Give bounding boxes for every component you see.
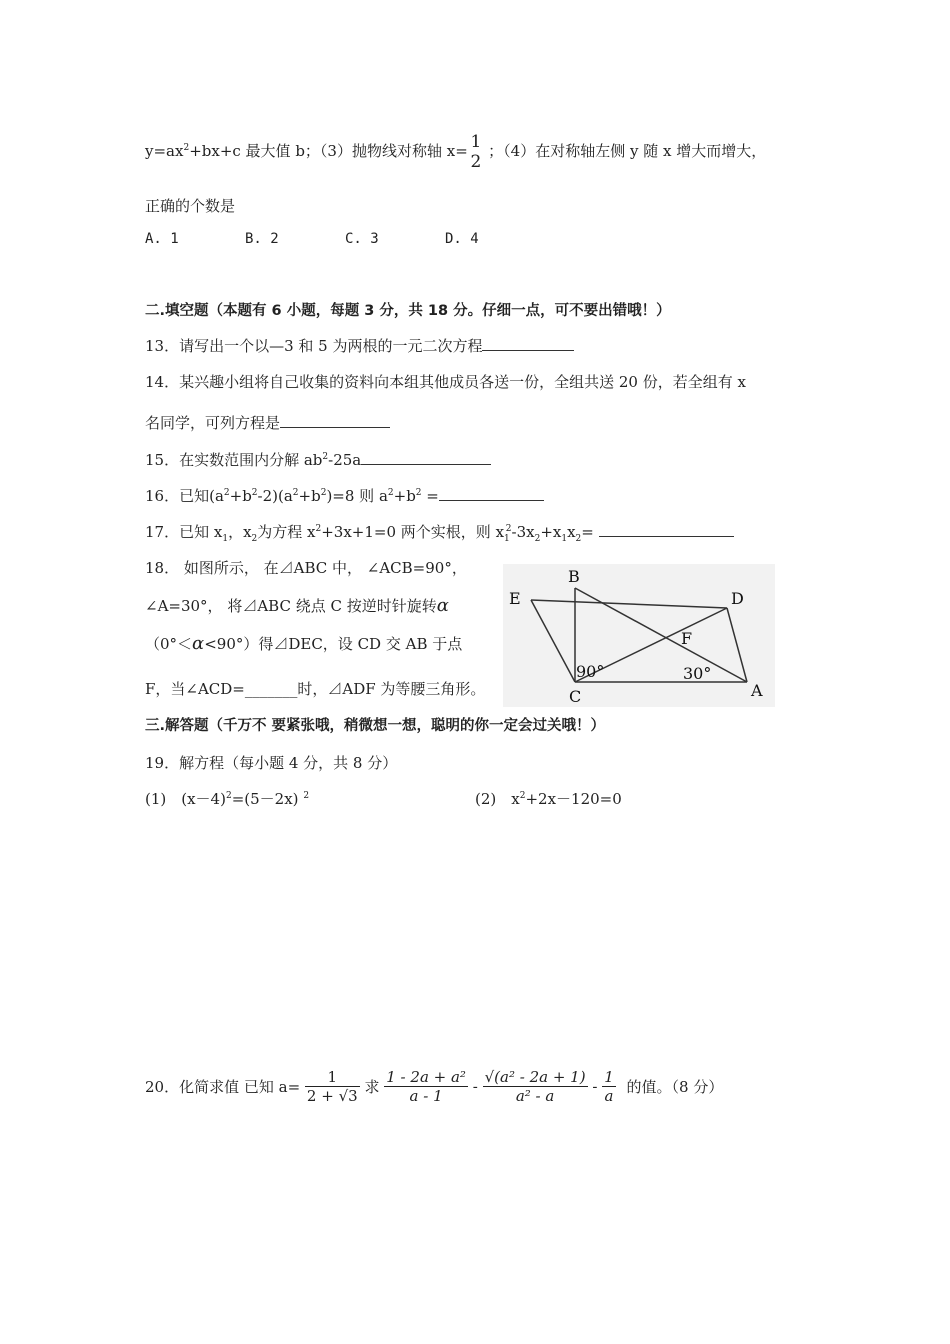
q15-blank (361, 452, 491, 465)
q16 (145, 485, 544, 506)
q17-s7: 1 (561, 534, 568, 544)
q16-e: )=8 则 a (326, 487, 388, 505)
q18-line1: 18． 如图所示， 在⊿ABC 中， ∠ACB=90°， (145, 559, 467, 577)
q20-tail: 的值。（8 分） (626, 1078, 724, 1096)
q13 (145, 335, 574, 356)
q12-sup: 2 (183, 143, 190, 153)
q18-line3 (145, 633, 462, 654)
angle-c-label: 90° (576, 662, 605, 681)
q17-s1: 1 (222, 534, 229, 544)
q17-b: ，x (228, 523, 252, 541)
q17-d: +3x+1=0 两个实根，则 x (321, 523, 505, 541)
q17-a: 17．已知 x (145, 523, 223, 541)
q17-s2: 2 (251, 534, 258, 544)
q20-mid: 求 (364, 1078, 380, 1096)
q16-s2: 2 (251, 488, 258, 498)
segment-ec (531, 600, 575, 682)
q17-c: 为方程 x (257, 523, 316, 541)
q16-s5: 2 (387, 488, 394, 498)
option-c: C. 3 (345, 231, 379, 247)
q17-blank (599, 524, 734, 537)
label-f: F (681, 629, 693, 648)
q19-p2: (2) x (475, 790, 520, 808)
q15-text-a: 15．在实数范围内分解 ab (145, 451, 323, 469)
q19-part1 (145, 790, 309, 808)
q18-line3-text-a: （0°＜ (145, 635, 193, 653)
q16-s3: 2 (292, 488, 299, 498)
q13-text: 13．请写出一个以—3 和 5 为两根的一元二次方程 (145, 337, 483, 355)
q14-blank (280, 415, 390, 428)
q20-fraction-c: $\frac{\text{√(a² - 2a + 1)}}{\text{a² - a}}$ (484, 1068, 586, 1105)
option-b: B. 2 (245, 231, 279, 247)
q20-minus2: - (592, 1077, 598, 1096)
segment-da (727, 608, 747, 682)
q12-fraction: 1 2 (470, 132, 482, 172)
q16-a: 16．已知(a (145, 487, 224, 505)
q20-minus1: - (472, 1077, 478, 1096)
q20-lead: 20．化简求值 已知 a= (145, 1078, 301, 1096)
q19-p1: (1) (x－4) (145, 790, 226, 808)
q17-e: -3x (511, 523, 535, 541)
q18-line2-text: ∠A=30°， 将⊿ABC 绕点 C 按逆时针旋转 (145, 597, 437, 615)
label-c: C (569, 687, 582, 706)
q15 (145, 449, 491, 470)
q20-fraction-b: $\frac{\text{1 - 2a + a²}}{a - 1}$ (386, 1068, 466, 1105)
angle-a-label: 30° (683, 664, 712, 683)
q16-f: +b (393, 487, 416, 505)
q18-line4: F，当∠ACD=_______时，⊿ADF 为等腰三角形。 (145, 680, 486, 698)
q19-parts (145, 788, 622, 809)
q12-text-a: y=ax (145, 142, 184, 160)
q17-f: +x (540, 523, 562, 541)
option-a: A. 1 (145, 231, 179, 247)
q12-line2: 正确的个数是 (145, 197, 236, 215)
label-a: A (751, 681, 763, 700)
q17 (145, 521, 734, 544)
q19-p2-sup: 2 (519, 791, 526, 801)
q14-line1: 14．某兴趣小组将自己收集的资料向本组其他成员各送一份，全组共送 20 份，若全组有 x (145, 373, 746, 391)
q16-g: = (421, 487, 439, 505)
q16-b: +b (229, 487, 252, 505)
q17-g: x (567, 523, 576, 541)
q16-d: +b (298, 487, 321, 505)
q17-s4: 1 (504, 534, 510, 544)
q15-text-b: -25a (328, 451, 362, 469)
section3-title: 三.解答题（千万不 要紧张哦，稍微想一想，聪明的你一定会过关哦！） (145, 718, 606, 734)
q12-text-b: +bx+c 最大值 b；（3）抛物线对称轴 x= (189, 142, 468, 160)
alpha-symbol: α (436, 595, 449, 616)
alpha-symbol: α (192, 633, 205, 654)
q19-title: 19．解方程（每小题 4 分，共 8 分） (145, 754, 398, 772)
q17-s5: 2 (505, 524, 512, 534)
q19-part2 (475, 788, 622, 809)
q18-line3-text-b: <90°）得⊿DEC，设 CD 交 AB 于点 (204, 635, 463, 653)
q12-line1 (145, 132, 767, 172)
q16-s6: 2 (415, 488, 422, 498)
q13-blank (482, 338, 574, 351)
q16-s1: 2 (223, 488, 230, 498)
q19-p1-sup: 2 (225, 791, 232, 801)
q19-p2b: +2x－120=0 (525, 790, 622, 808)
triangle-diagram (503, 564, 775, 707)
option-d: D. 4 (445, 231, 479, 247)
triangle-figure (503, 564, 775, 707)
q17-s8: 2 (575, 534, 582, 544)
label-d: D (731, 589, 744, 608)
q16-blank (439, 488, 544, 501)
q16-c: -2)(a (257, 487, 293, 505)
segment-ed (531, 600, 727, 608)
q20-fraction-d: $\frac{1}{a}$ (604, 1068, 614, 1105)
q17-s6: 2 (534, 534, 541, 544)
section2-title: 二.填空题（本题有 6 小题，每题 3 分，共 18 分。仔细一点，可不要出错哦！） (145, 303, 671, 319)
q16-s4: 2 (320, 488, 327, 498)
q17-s3: 2 (315, 524, 322, 534)
q18-line2 (145, 595, 449, 616)
q17-h: = (581, 523, 594, 541)
q14-text: 名同学，可列方程是 (145, 414, 281, 432)
q20-fraction-a: $\frac{1}{2 + √3}$ (306, 1068, 358, 1105)
q19-p1b: =(5－2x) (231, 790, 299, 808)
label-e: E (509, 589, 521, 608)
q19-p1-sup2: 2 (303, 791, 310, 801)
q15-sup: 2 (322, 452, 329, 462)
q20 (145, 1068, 723, 1105)
label-b: B (568, 567, 580, 586)
q14-line2 (145, 412, 390, 433)
q12-text-c: ；（4）在对称轴左侧 y 随 x 增大而增大， (488, 142, 767, 160)
